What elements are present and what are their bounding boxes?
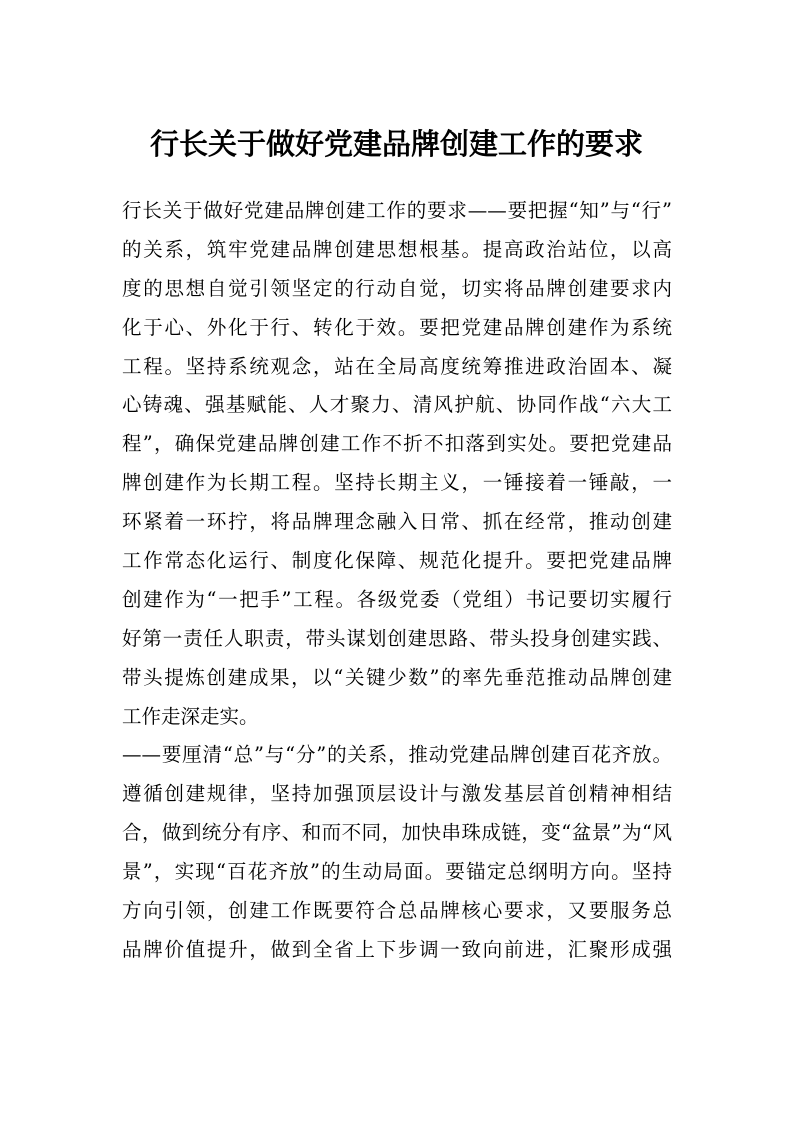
body-line: 创建作为“一把手”工程。各级党委（党组）书记要切实履行 [122, 587, 672, 611]
page-title: 行长关于做好党建品牌创建工作的要求 [149, 127, 643, 161]
body-line: 化于心、外化于行、转化于效。要把党建品牌创建作为系统 [122, 315, 672, 339]
body-line: 程”，确保党建品牌创建工作不折不扣落到实处。要把党建品 [122, 432, 672, 456]
body-line: 合，做到统分有序、和而不同，加快串珠成链，变“盆景”为“风 [122, 821, 672, 845]
body-line: 带头提炼创建成果，以“关键少数”的率先垂范推动品牌创建 [122, 665, 672, 689]
document-body [122, 192, 672, 970]
body-line: 工程。坚持系统观念，站在全局高度统筹推进政治固本、凝 [122, 354, 672, 378]
body-line: 好第一责任人职责，带头谋划创建思路、带头投身创建实践、 [122, 626, 672, 650]
body-line: 度的思想自觉引领坚定的行动自觉，切实将品牌创建要求内 [122, 276, 672, 300]
body-line: 工作常态化运行、制度化保障、规范化提升。要把党建品牌 [122, 549, 672, 573]
body-line: ——要厘清“总”与“分”的关系，推动党建品牌创建百花齐放。 [122, 743, 672, 767]
body-line: 心铸魂、强基赋能、人才聚力、清风护航、协同作战“六大工 [122, 393, 672, 417]
body-line: 遵循创建规律，坚持加强顶层设计与激发基层首创精神相结 [122, 782, 672, 806]
body-line: 方向引领，创建工作既要符合总品牌核心要求，又要服务总 [122, 899, 672, 923]
body-line: 牌创建作为长期工程。坚持长期主义，一锤接着一锤敲，一 [122, 471, 672, 495]
body-line: 品牌价值提升，做到全省上下步调一致向前进，汇聚形成强 [122, 937, 672, 961]
body-line: 的关系，筑牢党建品牌创建思想根基。提高政治站位，以高 [122, 237, 672, 261]
body-line-paragraph-end: 工作走深走实。 [122, 704, 259, 728]
body-line: 景”，实现“百花齐放”的生动局面。要锚定总纲明方向。坚持 [122, 860, 672, 884]
body-line: 环紧着一环拧，将品牌理念融入日常、抓在经常，推动创建 [122, 510, 672, 534]
body-line: 行长关于做好党建品牌创建工作的要求——要把握“知”与“行” [122, 199, 672, 222]
